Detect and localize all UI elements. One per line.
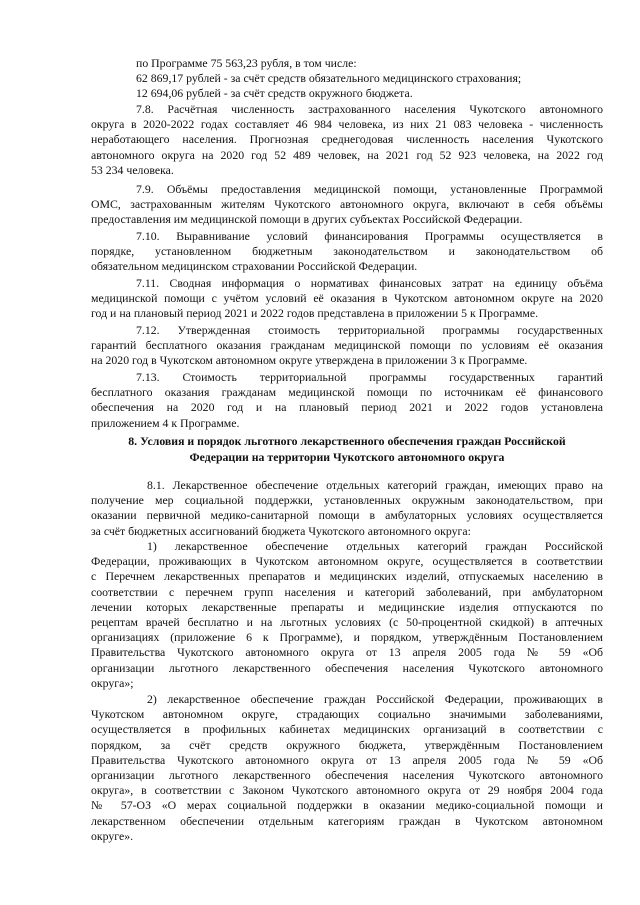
text-line: соответствии с перечнем групп населения и категорий заболеваний, при амбулаторном (91, 584, 603, 599)
text-line: 8.1. Лекарственное обеспечение отдельных категорий граждан, имеющих право на (147, 478, 603, 492)
text-line: 7.8. Расчётная численность застрахованного населения Чукотского автономного (136, 102, 603, 116)
text-line: порядком, за счёт средств окружного бюджета, утверждённым Постановлением (91, 737, 603, 752)
text-line: неработающего населения. Прогнозная среднегодовая численность населения Чукотского (91, 132, 603, 147)
text-line: организациях (приложение 6 к Программе), и порядком, утверждённым Постановлением (91, 630, 603, 645)
paragraph-7-11 (91, 276, 603, 322)
paragraph-7-9 (91, 182, 603, 228)
text-line: на 2020 год в Чукотском автономном округе утверждена в приложении 3 к Программе. (91, 353, 528, 368)
text-line: получение мер социальной поддержки, установленных окружным законодательством, при (91, 493, 603, 508)
text-line: Правительства Чукотского автономного округа от 13 апреля 2005 года № 59 «Об (91, 752, 603, 767)
text-line: по Программе 75 563,23 рубля, в том числе: (136, 56, 357, 70)
text-line: 7.9. Объёмы предоставления медицинской помощи, установленные Программой (136, 182, 603, 196)
paragraph-7-10 (91, 229, 603, 275)
text-line: организации льготного лекарственного обеспечения населения Чукотского автономного (91, 660, 603, 675)
text-line: лечении которых лекарственные препараты и медицинские изделия отпускаются по (91, 599, 603, 614)
text-line: округа»; (91, 675, 134, 690)
text-line: 1) лекарственное обеспечение отдельных категорий граждан Российской (147, 539, 603, 553)
text-line: с Перечнем лекарственных препаратов и медицинских изделий, отпускаемых населению в (91, 569, 603, 584)
text-line: № 57-ОЗ «О мерах социальной поддержки в оказании медико-социальной помощи и (91, 798, 603, 813)
text-line: год и на плановый период 2021 и 2022 годов представлена в приложении 5 к Программе. (91, 306, 539, 321)
text-line: Федерации, проживающих в Чукотском автономном округе, осуществляется в соответствии (91, 554, 603, 569)
text-line: 53 234 человека. (91, 162, 174, 177)
text-line: 2) лекарственное обеспечение граждан Российской Федерации, проживающих в (147, 692, 603, 706)
text-line: Правительства Чукотского автономного округа от 13 апреля 2005 года № 59 «Об (91, 645, 603, 660)
text-line: округа в 2020-2022 годах составляет 46 984 человека, из них 21 083 человека - численность (91, 117, 603, 132)
intro-budget-lines (91, 56, 603, 102)
text-line: Чукотском автономном округе, страдающих социально значимыми заболеваниями, (91, 707, 603, 722)
text-line: округе». (91, 828, 134, 843)
heading-line: Федерации на территории Чукотского автономного округа (189, 449, 505, 464)
paragraph-8-1 (91, 478, 603, 539)
text-line: ОМС, застрахованным жителям Чукотского автономного округа, включают в себя объёмы (91, 197, 603, 212)
text-line: 7.13. Стоимость территориальной программы государственных гарантий (136, 370, 603, 384)
text-line: оказании первичной медико-санитарной помощи в амбулаторных условиях осуществляется (91, 508, 603, 523)
heading-line: 8. Условия и порядок льготного лекарственного обеспечения граждан Российской (128, 434, 566, 448)
text-line: округа», в соответствии с Законом Чукотского автономного округа от 29 ноября 2004 года (91, 783, 603, 798)
text-line: приложением 4 к Программе. (91, 415, 240, 430)
text-line: гарантий бесплатного оказания гражданам медицинской помощи по условиям её оказания (91, 338, 603, 353)
text-line: рецептам врачей бесплатно и на льготных условиях (с 50-процентной скидкой) в аптечных (91, 615, 603, 630)
text-line: лекарственном обеспечении отдельным категориям граждан в Чукотском автономном (91, 813, 603, 828)
list-item-1 (91, 539, 603, 691)
text-line: 12 694,06 рублей - за счёт средств окружного бюджета. (136, 86, 413, 101)
text-line: 7.11. Сводная информация о нормативах финансовых затрат на единицу объёма (136, 276, 603, 290)
text-line: осуществляется в профильных кабинетах медицинских организаций в соответствии с (91, 722, 603, 737)
list-item-2 (91, 692, 603, 844)
text-line: бесплатного оказания гражданам медицинской помощи по источникам её финансового (91, 385, 603, 400)
text-line: 7.12. Утвержденная стоимость территориальной программы государственных (136, 323, 603, 337)
text-line: 62 869,17 рублей - за счёт средств обязательного медицинского страхования; (136, 71, 522, 86)
text-line: 7.10. Выравнивание условий финансирования Программы осуществляется в (136, 229, 603, 243)
text-line: организации льготного лекарственного обеспечения населения Чукотского автономного (91, 768, 603, 783)
text-line: предоставления им медицинской помощи в других субъектах Российской Федерации. (91, 212, 523, 227)
text-line: порядке, установленном бюджетным законодательством и законодательством об (91, 244, 603, 259)
text-line: обязательном медицинском страховании Российской Федерации. (91, 259, 418, 274)
paragraph-7-8 (91, 102, 603, 178)
text-line: за счёт бюджетных ассигнований бюджета Чукотского автономного округа: (91, 523, 471, 538)
text-line: обеспечения на 2020 год и на плановый период 2021 и 2022 годов установлена (91, 400, 603, 415)
paragraph-7-12 (91, 323, 603, 369)
text-line: автономного округа на 2020 год 52 489 человек, на 2021 год 52 923 человека, на 2022 год (91, 147, 603, 162)
paragraph-7-13 (91, 370, 603, 431)
text-line: медицинской помощи с учётом условий её оказания в Чукотском автономном округе на 2020 (91, 291, 603, 306)
section-8-heading (91, 434, 603, 465)
